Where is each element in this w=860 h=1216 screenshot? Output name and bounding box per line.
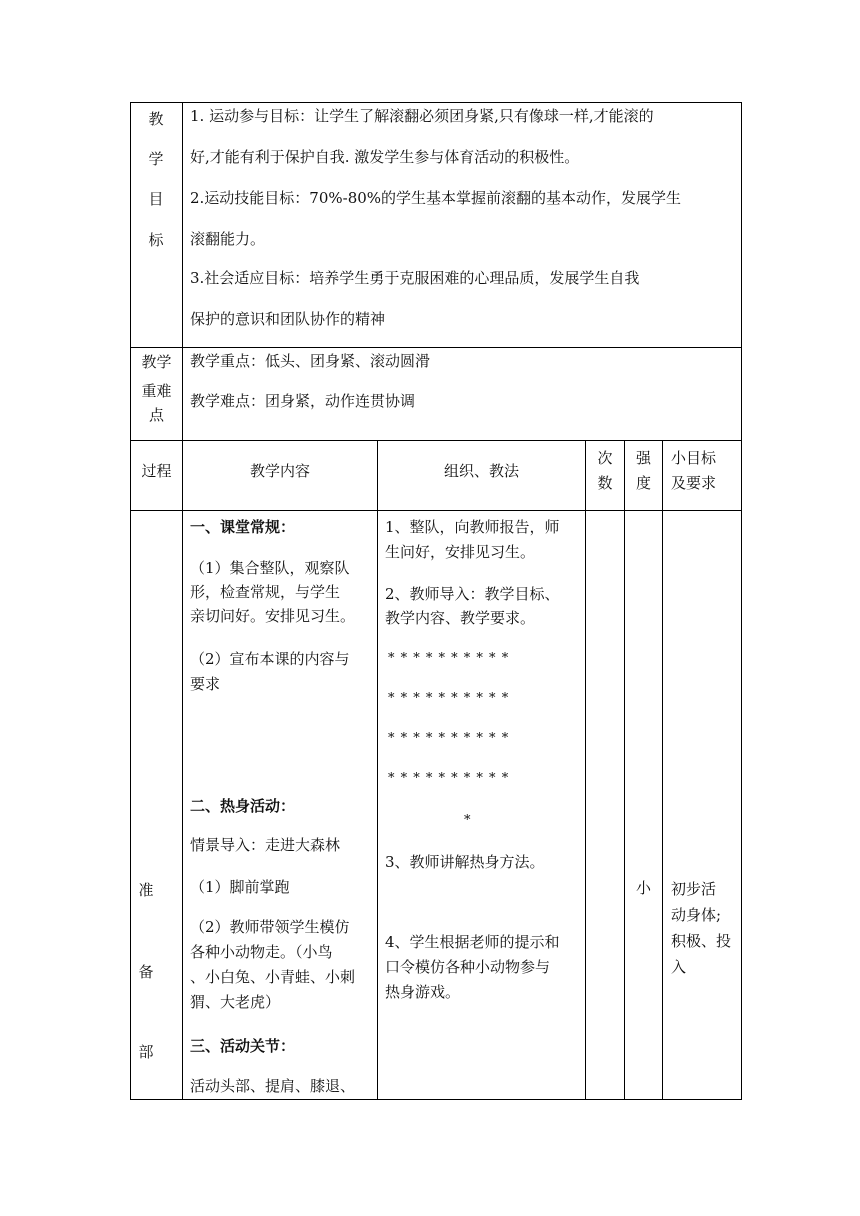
header-intensity: 强 (635, 449, 651, 467)
col-divider-method (585, 440, 586, 1100)
row-divider-keypoints (130, 440, 741, 441)
content-line: （2）宣布本课的内容与 (190, 650, 350, 668)
header-intensity: 度 (635, 474, 651, 492)
goal-line: 动身体; (671, 906, 722, 924)
content-heading: 二、热身活动： (190, 797, 296, 815)
goal-line: 初步活 (671, 880, 717, 898)
content-line: 情景导入：走进大森林 (190, 836, 341, 854)
col-divider-count (624, 440, 625, 1100)
objectives-label-char: 标 (148, 231, 164, 249)
table-border-top (130, 102, 741, 103)
content-line: 猬、大老虎） (190, 993, 281, 1011)
objective-line: 滚翻能力。 (190, 230, 266, 248)
objective-line: 保护的意识和团队协作的精神 (190, 310, 386, 328)
objective-line: 2.运动技能目标：70%-80%的学生基本掌握前滚翻的基本动作，发展学生 (190, 189, 682, 207)
content-line: （1）脚前掌跑 (190, 878, 290, 896)
objectives-label-char: 目 (148, 190, 164, 208)
header-count: 次 (597, 449, 613, 467)
content-line: 要求 (190, 675, 221, 693)
content-line: 活动头部、提肩、膝退、 (190, 1077, 356, 1095)
keypoints-label-line: 重难 (141, 382, 172, 400)
section-label-char: 准 (138, 881, 154, 899)
method-line: 3、教师讲解热身方法。 (385, 853, 545, 871)
col-divider-content (377, 440, 378, 1100)
teaching-focus: 教学重点：低头、团身紧、滚动圆滑 (190, 352, 431, 370)
method-line: 4、学生根据老师的提示和 (385, 933, 560, 951)
method-line: 生问好，安排见习生。 (385, 543, 536, 561)
section-label-char: 备 (138, 963, 154, 981)
content-heading: 一、课堂常规： (190, 518, 296, 536)
col-divider-label (182, 102, 183, 1100)
content-line: 、小白兔、小青蛙、小刺 (190, 968, 356, 986)
method-line: 2、教师导入：教学目标、 (385, 585, 560, 603)
formation-star-row: * * * * * * * * * * (388, 691, 510, 706)
header-count: 数 (597, 474, 613, 492)
col-divider-intensity (662, 440, 663, 1100)
objective-line: 1. 运动参与目标：让学生了解滚翻必须团身紧,只有像球一样,才能滚的 (190, 107, 654, 125)
goal-line: 积极、投 (671, 932, 732, 950)
row-divider-objectives (130, 347, 741, 348)
content-line: （1）集合整队，观察队 (190, 559, 350, 577)
formation-star-row: * * * * * * * * * * (388, 731, 510, 746)
objectives-label-char: 学 (148, 150, 164, 168)
header-process: 过程 (141, 462, 172, 480)
header-content: 教学内容 (249, 462, 310, 480)
content-line: （2）教师带领学生模仿 (190, 918, 350, 936)
method-line: 热身游戏。 (385, 983, 461, 1001)
teacher-position-star: * (464, 813, 471, 828)
table-border-right (741, 102, 742, 1100)
content-line: 亲切问好。安排见习生。 (190, 607, 356, 625)
method-line: 1、整队，向教师报告，师 (385, 518, 560, 536)
objective-line: 好,才能有利于保护自我. 激发学生参与体育活动的积极性。 (190, 148, 580, 166)
formation-star-row: * * * * * * * * * * (388, 651, 510, 666)
keypoints-label-line: 教学 (141, 353, 172, 371)
formation-star-row: * * * * * * * * * * (388, 771, 510, 786)
objective-line: 3.社会适应目标：培养学生勇于克服困难的心理品质，发展学生自我 (190, 269, 640, 287)
header-goal: 及要求 (671, 474, 717, 492)
section-label-char: 部 (138, 1043, 154, 1061)
content-line: 各种小动物走。（小鸟 (190, 943, 333, 961)
intensity-value: 小 (635, 879, 651, 897)
table-border-bottom (130, 1099, 741, 1100)
header-method: 组织、教法 (443, 462, 519, 480)
row-divider-header (130, 510, 741, 511)
keypoints-label-line: 点 (148, 406, 164, 424)
method-line: 口令模仿各种小动物参与 (385, 958, 551, 976)
method-line: 教学内容、教学要求。 (385, 609, 536, 627)
objectives-label-char: 教 (148, 110, 164, 128)
teaching-difficulty: 教学难点：团身紧，动作连贯协调 (190, 392, 416, 410)
goal-line: 入 (671, 958, 687, 976)
content-heading: 三、活动关节： (190, 1037, 296, 1055)
table-border-left (130, 102, 131, 1100)
header-goal: 小目标 (671, 449, 717, 467)
content-line: 形，检查常规，与学生 (190, 583, 341, 601)
